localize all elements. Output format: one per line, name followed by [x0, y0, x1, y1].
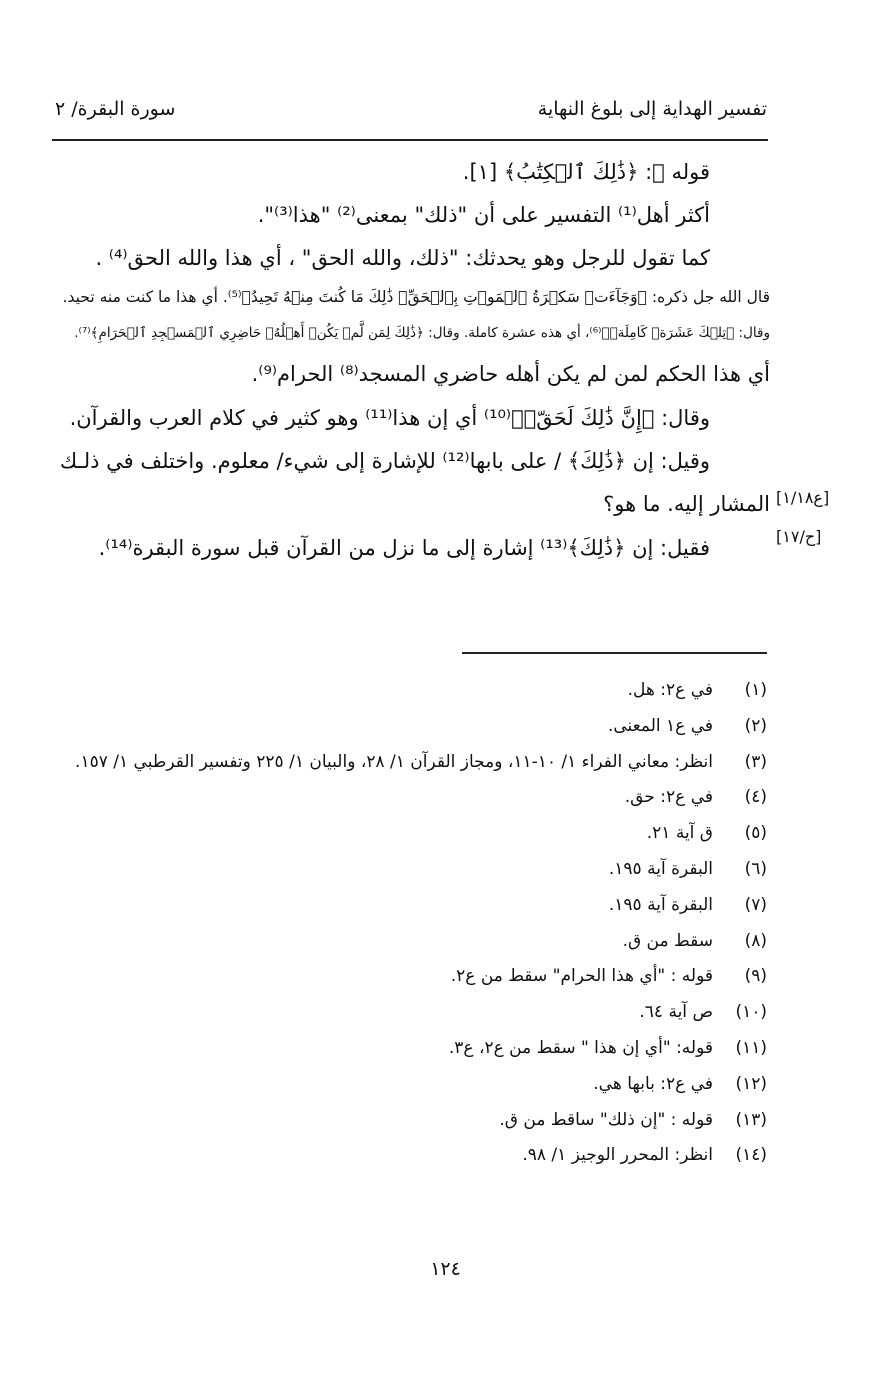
footnote-number: (١) — [744, 680, 767, 700]
footnote-number: (٩) — [744, 966, 767, 987]
footnote — [40, 1067, 767, 1103]
footnote — [40, 995, 767, 1031]
text-line: فقيل: إن ﴿ذَٰلِكَ﴾⁽¹³⁾ إشارة إلى ما نزل من القرآن قبل سورة البقرة⁽¹⁴⁾. — [98, 536, 710, 560]
footnote-number: (٧) — [744, 894, 767, 915]
footnote — [40, 673, 767, 709]
text-line: كما تقول للرجل وهو يحدثك: "ذلك، والله الحق" ، أي هذا والله الحق⁽⁴⁾ . — [95, 246, 710, 270]
footnote-number: (١٤) — [735, 1145, 767, 1166]
text-line: وقال: ﴿تِلۡكَ عَشَرَةٞ كَامِلَةٞ﴾⁽⁶⁾، أي هذه عشرة كاملة. وقال: ﴿ذَٰلِكَ لِمَن لَّمۡ يَكُنۡ أَهۡلُهُۥ حَاضِرِي ٱلۡمَسۡجِدِ ٱلۡحَرَامِ﴾⁽⁷⁾. — [74, 325, 770, 341]
text-line: قوله ﷻ: ﴿ذَٰلِكَ ٱلۡكِتَٰبُ﴾ [١]. — [462, 160, 710, 184]
footnote-text: البقرة آية ١٩٥. — [608, 858, 713, 879]
footnote — [40, 924, 767, 960]
marginal-note: [ع١/١٨] — [776, 488, 830, 507]
footnote-text: ص آية ٦٤. — [639, 1002, 713, 1023]
footnotes — [40, 673, 767, 1174]
footnote-text: قوله: "أي إن هذا " سقط من ع٢، ع٣. — [448, 1037, 713, 1058]
text-line: وقيل: إن ﴿ذَٰلِكَ﴾ / على بابها⁽¹²⁾ للإشارة إلى شيء/ معلوم. واختلف في ذلـك — [59, 449, 710, 473]
footnote-number: (٦) — [744, 858, 767, 879]
page-number: ١٢٤ — [430, 1258, 461, 1280]
footnote-rule — [462, 652, 767, 654]
footnote-number: (٢) — [744, 715, 767, 736]
surah-label: سورة البقرة/ ٢ — [55, 98, 176, 120]
footnote-number: (٤) — [744, 787, 767, 808]
header-rule — [52, 139, 768, 141]
footnote — [40, 1138, 767, 1174]
footnote — [40, 959, 767, 995]
footnote-text: في ع٢: هل. — [627, 680, 713, 700]
footnote — [40, 745, 767, 781]
footnote — [40, 1031, 767, 1067]
text-line: وقال: ﴿إِنَّ ذَٰلِكَ لَحَقّٞ﴾⁽¹⁰⁾ أي إن هذا⁽¹¹⁾ وهو كثير في كلام العرب والقرآن. — [69, 406, 710, 430]
footnote-text: في ع٢: حق. — [624, 787, 713, 808]
footnote-text: البقرة آية ١٩٥. — [608, 894, 713, 915]
footnote-text: انظر: المحرر الوجيز ١/ ٩٨. — [522, 1145, 713, 1166]
text-line: قال الله جل ذكره: ﴿وَجَآءَتۡ سَكۡرَةُ ٱلۡمَوۡتِ بِٱلۡحَقِّۖ ذَٰلِكَ مَا كُنتَ مِنۡهُ تَحِيدُ﴾⁽⁵⁾. أي هذا ما كنت منه تحيد. — [62, 288, 770, 306]
footnote-text: في ع١ المعنى. — [607, 715, 713, 736]
footnote-number: (١٢) — [735, 1073, 767, 1094]
running-header — [55, 98, 767, 134]
footnote-number: (٥) — [744, 823, 767, 844]
main-text — [52, 150, 770, 570]
footnote-number: (١١) — [735, 1037, 767, 1058]
footnote-text: انظر: معاني الفراء ١/ ١٠-١١، ومجاز القرآن ١/ ٢٨، والبيان ١/ ٢٢٥ وتفسير القرطبي ١/ ١٥٧. — [75, 751, 713, 772]
footnote — [40, 1103, 767, 1139]
footnote-number: (٣) — [744, 751, 767, 772]
footnote-number: (١٠) — [735, 1002, 767, 1023]
footnote-number: (٨) — [744, 930, 767, 951]
footnote-number: (١٣) — [735, 1109, 767, 1130]
footnote-text: ق آية ٢١. — [646, 823, 713, 844]
footnote-text: في ع٢: بابها هي. — [593, 1073, 713, 1094]
footnote-text: قوله : "أي هذا الحرام" سقط من ع٢. — [450, 966, 713, 987]
text-line: أي هذا الحكم لمن لم يكن أهله حاضري المسجد⁽⁸⁾ الحرام⁽⁹⁾. — [251, 362, 770, 386]
text-line: المشار إليه. ما هو؟ — [603, 492, 770, 516]
marginal-note: [ح/١٧] — [776, 527, 822, 546]
footnote — [40, 816, 767, 852]
footnote-text: سقط من ق. — [622, 930, 713, 951]
footnote — [40, 888, 767, 924]
footnote — [40, 852, 767, 888]
book-title: تفسير الهداية إلى بلوغ النهاية — [537, 98, 767, 120]
footnote — [40, 709, 767, 745]
text-line: أكثر أهل⁽¹⁾ التفسير على أن "ذلك" بمعنى⁽²⁾ "هذا⁽³⁾". — [257, 203, 710, 227]
footnote — [40, 780, 767, 816]
footnote-text: قوله : "إن ذلك" ساقط من ق. — [499, 1109, 713, 1130]
